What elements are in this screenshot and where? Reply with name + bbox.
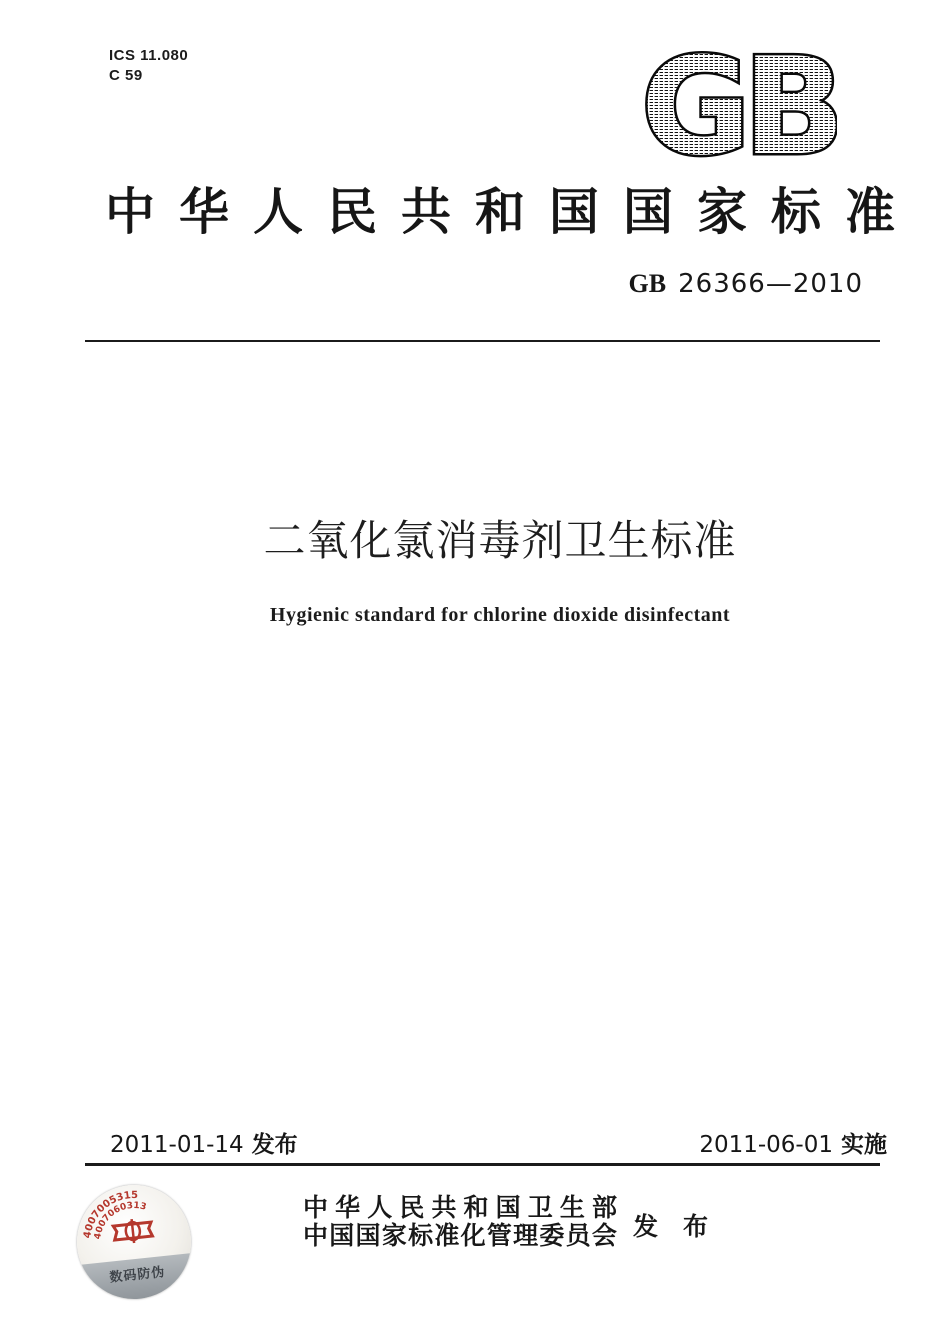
bottom-divider	[85, 1163, 880, 1166]
standard-code	[629, 269, 863, 299]
implement-date-label: 实施	[841, 1131, 887, 1157]
dates-row	[110, 1129, 887, 1160]
ics-code: ICS 11.080	[109, 47, 189, 64]
svg-text:GB: GB	[641, 50, 837, 162]
issue-date-item	[110, 1129, 298, 1160]
implement-date-item	[699, 1129, 887, 1160]
publisher-line-2: 中 国 国 家 标 准 化 管 理 委 员 会	[303, 1223, 617, 1250]
top-divider	[85, 340, 880, 342]
standard-code-prefix: GB	[628, 269, 667, 298]
stamp-band-text: 数码防伪	[108, 1263, 167, 1285]
ics-code-block	[109, 46, 188, 86]
stamp-emblem-icon	[107, 1211, 159, 1252]
anti-counterfeit-stamp	[71, 1179, 196, 1304]
gb-logo	[641, 50, 837, 167]
national-standard-title: 中 华 人 民 共 和 国 国 家 标 准	[105, 184, 895, 240]
class-code: C 59	[109, 67, 143, 84]
document-title-chinese: 二氧化氯消毒剂卫生标准	[263, 517, 737, 564]
issue-date-label: 发布	[251, 1131, 298, 1157]
document-title-english: Hygienic standard for chlorine dioxide disinfectant	[269, 604, 731, 626]
svg-text:4007005315: 4007005315	[82, 1189, 139, 1240]
publisher-line-1: 中 华 人 民 共 和 国 卫 生 部	[303, 1195, 617, 1222]
issue-date: 2011-01-14	[110, 1132, 244, 1158]
standard-code-number: 26366—2010	[678, 269, 863, 299]
implement-date: 2011-06-01	[699, 1132, 833, 1158]
svg-text:4007060313: 4007060313	[93, 1200, 148, 1241]
gb-logo-icon	[641, 50, 837, 162]
release-label: 发 布	[633, 1214, 709, 1241]
publisher-block	[303, 1195, 617, 1251]
